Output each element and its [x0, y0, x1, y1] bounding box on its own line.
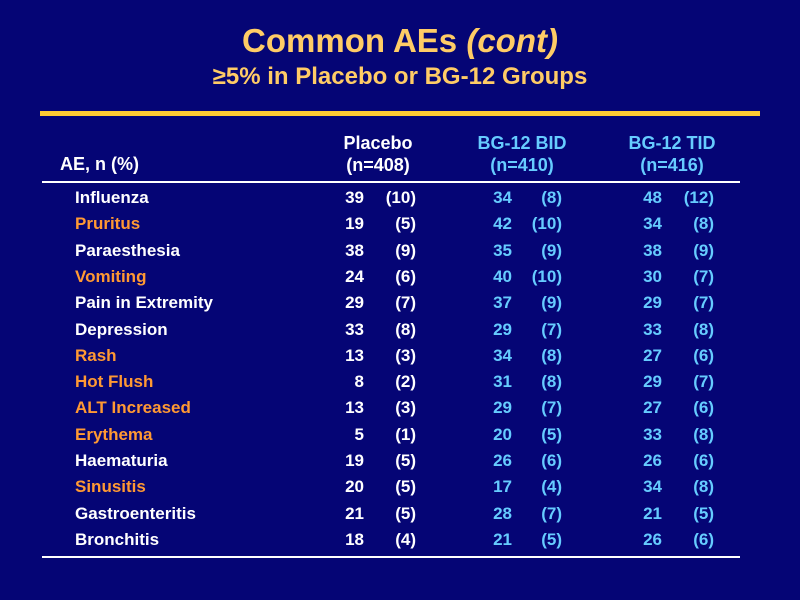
slide-subtitle: ≥5% in Placebo or BG-12 Groups [212, 63, 588, 90]
tid-percent: (8) [693, 424, 714, 444]
bid-percent: (7) [541, 398, 562, 418]
ae-name: Bronchitis [75, 529, 160, 549]
placebo-count: 8 [354, 372, 364, 392]
placebo-percent: (4) [395, 529, 416, 549]
bid-count: 28 [493, 503, 512, 523]
tid-percent: (8) [693, 319, 714, 339]
bid-percent: (7) [541, 503, 562, 523]
table-row [0, 501, 800, 527]
table-row [0, 369, 800, 395]
bid-count: 37 [493, 293, 512, 313]
placebo-count: 19 [345, 214, 364, 234]
tid-count: 29 [643, 293, 662, 313]
placebo-count: 13 [345, 398, 364, 418]
header-ae: AE, n (%) [60, 154, 139, 174]
tid-count: 30 [643, 266, 662, 286]
placebo-percent: (5) [395, 451, 416, 470]
ae-name: Depression [75, 319, 168, 339]
tid-count: 26 [643, 529, 662, 549]
tid-percent: (9) [693, 240, 714, 260]
placebo-percent: (7) [395, 293, 416, 313]
ae-name: Hot Flush [75, 372, 154, 392]
bid-count: 40 [493, 266, 512, 286]
ae-name: Erythema [75, 424, 153, 444]
ae-name: Sinusitis [75, 477, 146, 497]
ae-name: Influenza [75, 188, 149, 207]
placebo-percent: (2) [395, 372, 416, 392]
ae-name: Gastroenteritis [75, 503, 196, 523]
tid-count: 34 [643, 214, 662, 234]
header-tid-label: BG-12 TID [628, 133, 716, 153]
table-bottom-rule [42, 556, 740, 558]
bid-count: 26 [493, 451, 512, 470]
bid-percent: (8) [541, 188, 562, 207]
ae-name: Paraesthesia [75, 240, 180, 260]
bid-percent: (8) [541, 345, 562, 365]
tid-percent: (6) [693, 451, 714, 470]
ae-name: Rash [75, 345, 117, 365]
bid-percent: (9) [541, 240, 562, 260]
tid-count: 33 [643, 319, 662, 339]
table-row [0, 211, 800, 237]
tid-count: 48 [643, 188, 662, 207]
placebo-percent: (10) [385, 188, 416, 207]
placebo-percent: (6) [395, 266, 416, 286]
bid-percent: (4) [541, 477, 562, 497]
ae-name: Vomiting [75, 266, 147, 286]
tid-percent: (7) [693, 372, 714, 392]
header-tid-n: (n=416) [640, 155, 704, 175]
placebo-count: 18 [345, 529, 364, 549]
placebo-count: 19 [345, 451, 364, 470]
bid-count: 42 [493, 214, 512, 234]
header-placebo [318, 132, 438, 176]
bid-count: 35 [493, 240, 512, 260]
bid-percent: (8) [541, 372, 562, 392]
placebo-percent: (3) [395, 398, 416, 418]
tid-percent: (6) [693, 398, 714, 418]
tid-count: 33 [643, 424, 662, 444]
header-rule [42, 181, 740, 183]
bid-count: 29 [493, 319, 512, 339]
table-row [0, 448, 800, 474]
bid-percent: (5) [541, 529, 562, 549]
tid-percent: (8) [693, 214, 714, 234]
header-placebo-n: (n=408) [346, 155, 410, 175]
placebo-percent: (9) [395, 240, 416, 260]
placebo-percent: (3) [395, 345, 416, 365]
placebo-count: 5 [354, 424, 364, 444]
placebo-percent: (5) [395, 214, 416, 234]
table-row [0, 343, 800, 369]
bid-percent: (5) [541, 424, 562, 444]
bid-count: 17 [493, 477, 512, 497]
header-bid-label: BG-12 BID [477, 133, 567, 153]
placebo-count: 29 [345, 293, 364, 313]
tid-count: 34 [643, 477, 662, 497]
table-row [0, 422, 800, 448]
tid-percent: (7) [693, 266, 714, 286]
placebo-percent: (5) [395, 503, 416, 523]
placebo-count: 39 [345, 188, 364, 207]
header-bid-n: (n=410) [490, 155, 554, 175]
placebo-count: 21 [345, 503, 364, 523]
tid-percent: (6) [693, 345, 714, 365]
slide-title [0, 22, 800, 60]
bid-count: 34 [493, 345, 512, 365]
placebo-percent: (8) [395, 319, 416, 339]
bid-percent: (7) [541, 319, 562, 339]
table-row [0, 527, 800, 553]
bid-count: 21 [493, 529, 512, 549]
ae-name: Pain in Extremity [75, 293, 213, 313]
table-row [0, 185, 800, 211]
bid-count: 31 [493, 372, 512, 392]
ae-name: Pruritus [75, 214, 141, 234]
placebo-count: 24 [345, 266, 364, 286]
tid-percent: (12) [683, 188, 714, 207]
bid-count: 20 [493, 424, 512, 444]
tid-count: 21 [643, 503, 662, 523]
table-row [0, 474, 800, 500]
placebo-percent: (1) [395, 424, 416, 444]
bid-count: 34 [493, 188, 512, 207]
table-row [0, 317, 800, 343]
header-bid [456, 132, 588, 176]
placebo-count: 13 [345, 345, 364, 365]
placebo-count: 20 [345, 477, 364, 497]
tid-count: 27 [643, 398, 662, 418]
bid-percent: (9) [541, 293, 562, 313]
slide-title-main: Common AEs [242, 22, 467, 59]
table-row [0, 264, 800, 290]
tid-percent: (8) [693, 477, 714, 497]
placebo-count: 33 [345, 319, 364, 339]
tid-percent: (7) [693, 293, 714, 313]
table-row [0, 290, 800, 316]
placebo-count: 38 [345, 240, 364, 260]
bid-percent: (10) [531, 266, 562, 286]
tid-count: 29 [643, 372, 662, 392]
header-tid [606, 132, 738, 176]
header-placebo-label: Placebo [343, 133, 413, 153]
tid-count: 26 [643, 451, 662, 470]
table-row [0, 395, 800, 421]
ae-name: ALT Increased [75, 398, 191, 418]
bid-percent: (10) [531, 214, 562, 234]
tid-count: 27 [643, 345, 662, 365]
tid-percent: (5) [693, 503, 714, 523]
tid-count: 38 [643, 240, 662, 260]
bid-count: 29 [493, 398, 512, 418]
slide-title-italic: (cont) [466, 22, 558, 59]
bid-percent: (6) [541, 451, 562, 470]
ae-name: Haematuria [75, 451, 168, 470]
tid-percent: (6) [693, 529, 714, 549]
placebo-percent: (5) [395, 477, 416, 497]
table-row [0, 238, 800, 264]
title-divider [40, 111, 760, 116]
